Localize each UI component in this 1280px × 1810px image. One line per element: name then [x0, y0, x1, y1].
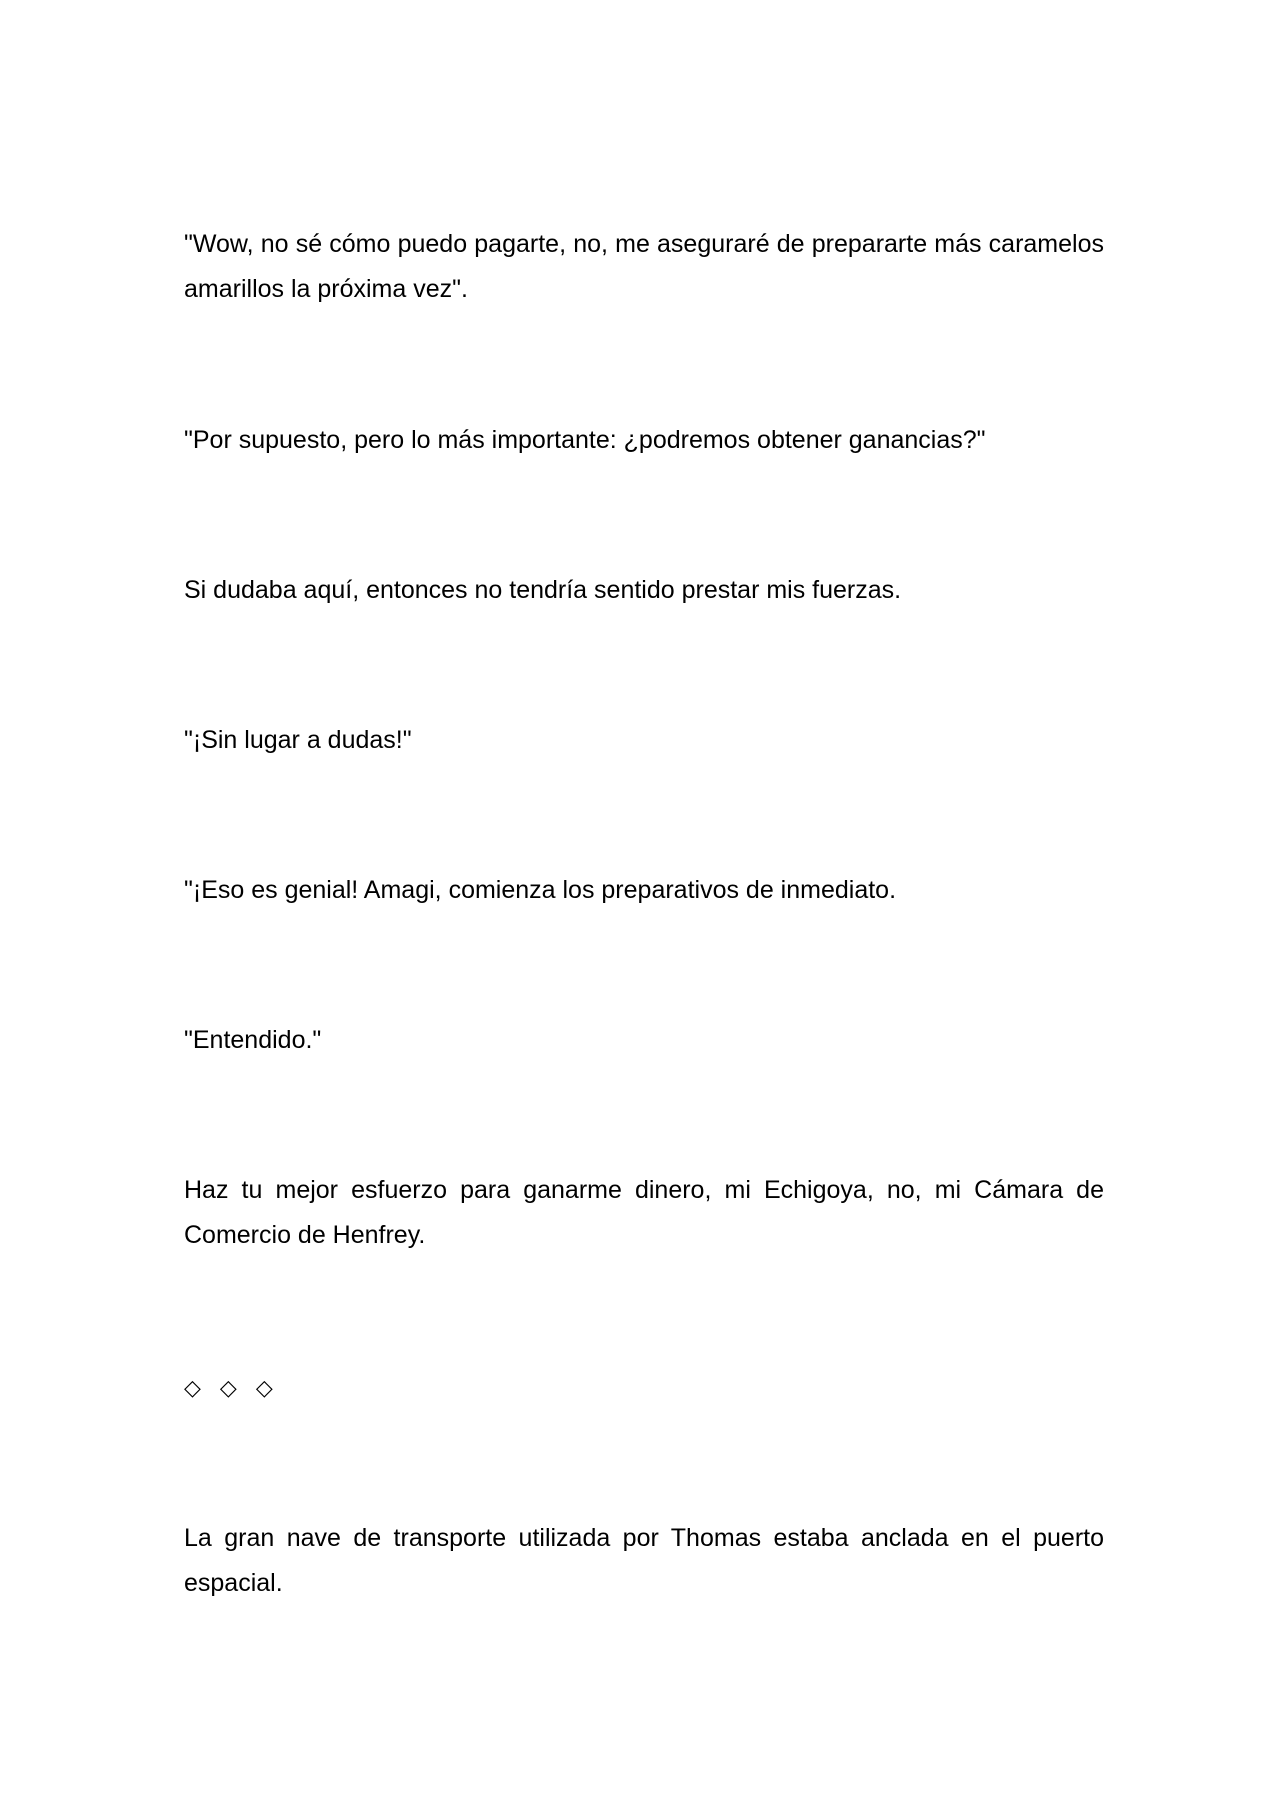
paragraph-9: La gran nave de transporte utilizada por Thomas estaba anclada en el puerto espacial. [184, 1524, 1104, 1597]
paragraph-6: "Entendido." [184, 1026, 322, 1054]
paragraph-7: Haz tu mejor esfuerzo para ganarme dinero, mi Echigoya, no, mi Cámara de Comercio de Henfrey. [184, 1176, 1104, 1249]
paragraph-5: "¡Eso es genial! Amagi, comienza los preparativos de inmediato. [184, 876, 897, 904]
paragraph-2: "Por supuesto, pero lo más importante: ¿podremos obtener ganancias?" [184, 426, 986, 454]
paragraph-1: "Wow, no sé cómo puedo pagarte, no, me aseguraré de prepararte más caramelos amarillos la próxima vez". [184, 230, 1104, 303]
scene-break-diamonds: ◇ ◇ ◇ [184, 1376, 279, 1401]
paragraph-3: Si dudaba aquí, entonces no tendría sentido prestar mis fuerzas. [184, 576, 902, 604]
paragraph-4: "¡Sin lugar a dudas!" [184, 726, 412, 754]
